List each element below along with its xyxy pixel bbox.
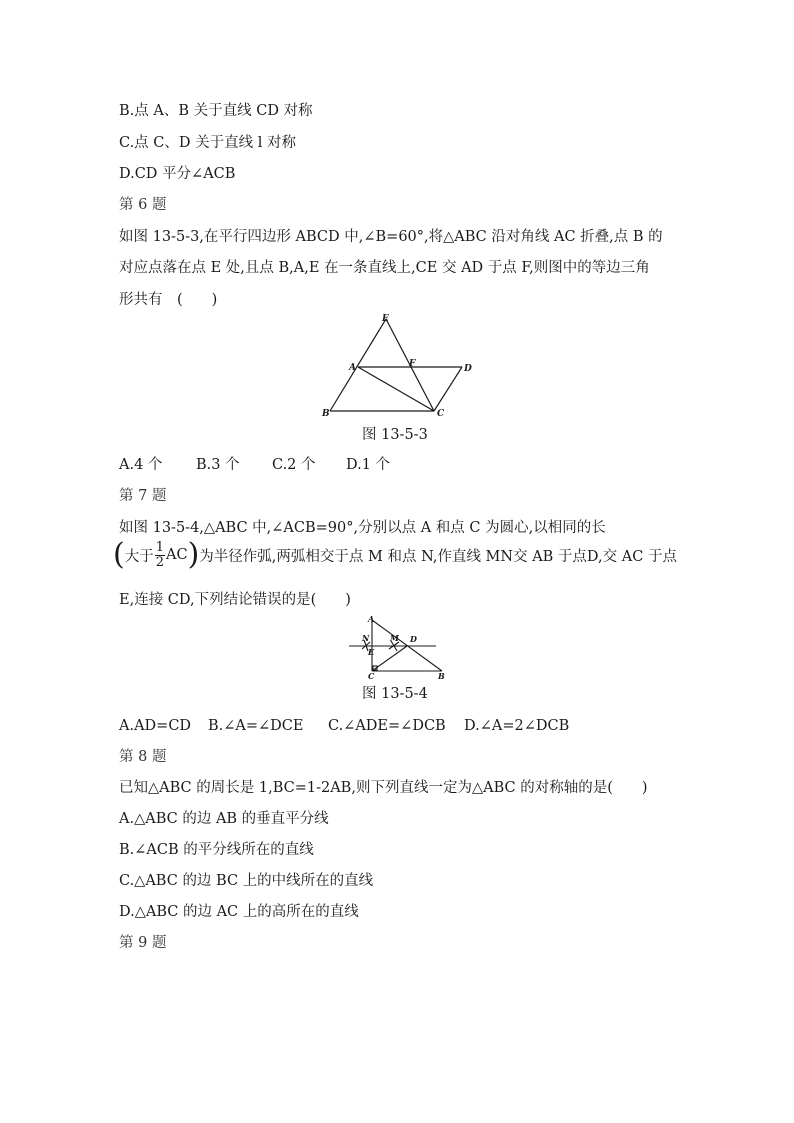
fraction-denominator: 2 (155, 554, 164, 570)
q8-option-b: B.∠ACB 的平分线所在的直线 (119, 842, 314, 858)
q7-prefix: 大于 (124, 548, 154, 565)
q7-option-c: C.∠ADE=∠DCB (328, 718, 446, 734)
label-b: B (322, 409, 330, 419)
q5-option-b: B.点 A、B 关于直线 CD 对称 (119, 103, 313, 119)
q6-text-line-1: 如图 13-5-3,在平行四边形 ABCD 中,∠B=60°,将△ABC 沿对角线 AC 折叠,点 B 的 (119, 229, 663, 245)
label-m: M (390, 633, 399, 643)
q8-option-a: A.△ABC 的边 AB 的垂直平分线 (119, 811, 329, 827)
q6-option-b: B.3 个 (196, 457, 240, 473)
segment-be (330, 319, 386, 411)
label-n: N (362, 633, 370, 643)
figure-13-5-3-caption: 图 13-5-3 (362, 427, 428, 443)
q5-option-c: C.点 C、D 关于直线 l 对称 (119, 135, 296, 151)
q9-heading: 第 9 题 (119, 935, 167, 951)
segment-dc (434, 367, 462, 411)
q7-text-rest: 为半径作弧,两弧相交于点 M 和点 N,作直线 MN交 AB 于点D,交 AC 于点 (199, 548, 677, 565)
left-paren: ( (113, 537, 125, 572)
label-e: E (382, 314, 389, 324)
figure-13-5-3 (318, 312, 478, 420)
q6-option-c: C.2 个 (272, 457, 316, 473)
label-c: C (437, 409, 445, 419)
q6-option-a: A.4 个 (119, 457, 163, 473)
q7-option-d: D.∠A=2∠DCB (464, 718, 570, 734)
q6-heading: 第 6 题 (119, 197, 167, 213)
q7-text-line-1: 如图 13-5-4,△ABC 中,∠ACB=90°,分别以点 A 和点 C 为圆心,以相同的长 (119, 520, 606, 536)
label-e: E (368, 647, 375, 657)
label-a: A (349, 363, 356, 373)
label-f: F (409, 359, 416, 369)
label-b: B (438, 671, 445, 680)
q7-text-line-2 (113, 538, 677, 572)
q7-option-a: A.AD=CD (119, 718, 192, 734)
fraction-numerator: 1 (155, 539, 164, 555)
q8-option-c: C.△ABC 的边 BC 上的中线所在的直线 (119, 873, 374, 889)
figure-13-5-4 (344, 614, 452, 680)
q7-frac-var: AC (166, 547, 188, 563)
q8-option-d: D.△ABC 的边 AC 上的高所在的直线 (119, 904, 359, 920)
q7-option-b: B.∠A=∠DCE (208, 718, 304, 734)
label-a: A (368, 614, 375, 624)
right-paren: ) (187, 537, 200, 572)
q8-text-line-1: 已知△ABC 的周长是 1,BC=1-2AB,则下列直线一定为△ABC 的对称轴的是( ) (119, 780, 648, 796)
q6-text-line-2: 对应点落在点 E 处,且点 B,A,E 在一条直线上,CE 交 AD 于点 F,则图中的等边三角 (119, 260, 650, 276)
label-d: D (464, 364, 472, 374)
figure-13-5-4-caption: 图 13-5-4 (362, 686, 428, 702)
q7-text-line-3: E,连接 CD,下列结论错误的是( ) (119, 592, 351, 608)
q5-option-d: D.CD 平分∠ACB (119, 166, 236, 182)
label-c: C (368, 671, 375, 680)
q7-heading: 第 7 题 (119, 488, 167, 504)
q8-heading: 第 8 题 (119, 749, 167, 765)
fraction-one-half (155, 541, 165, 570)
q6-option-d: D.1 个 (346, 457, 391, 473)
q6-text-line-3: 形共有 ( ) (119, 292, 218, 308)
label-d: D (410, 634, 417, 644)
